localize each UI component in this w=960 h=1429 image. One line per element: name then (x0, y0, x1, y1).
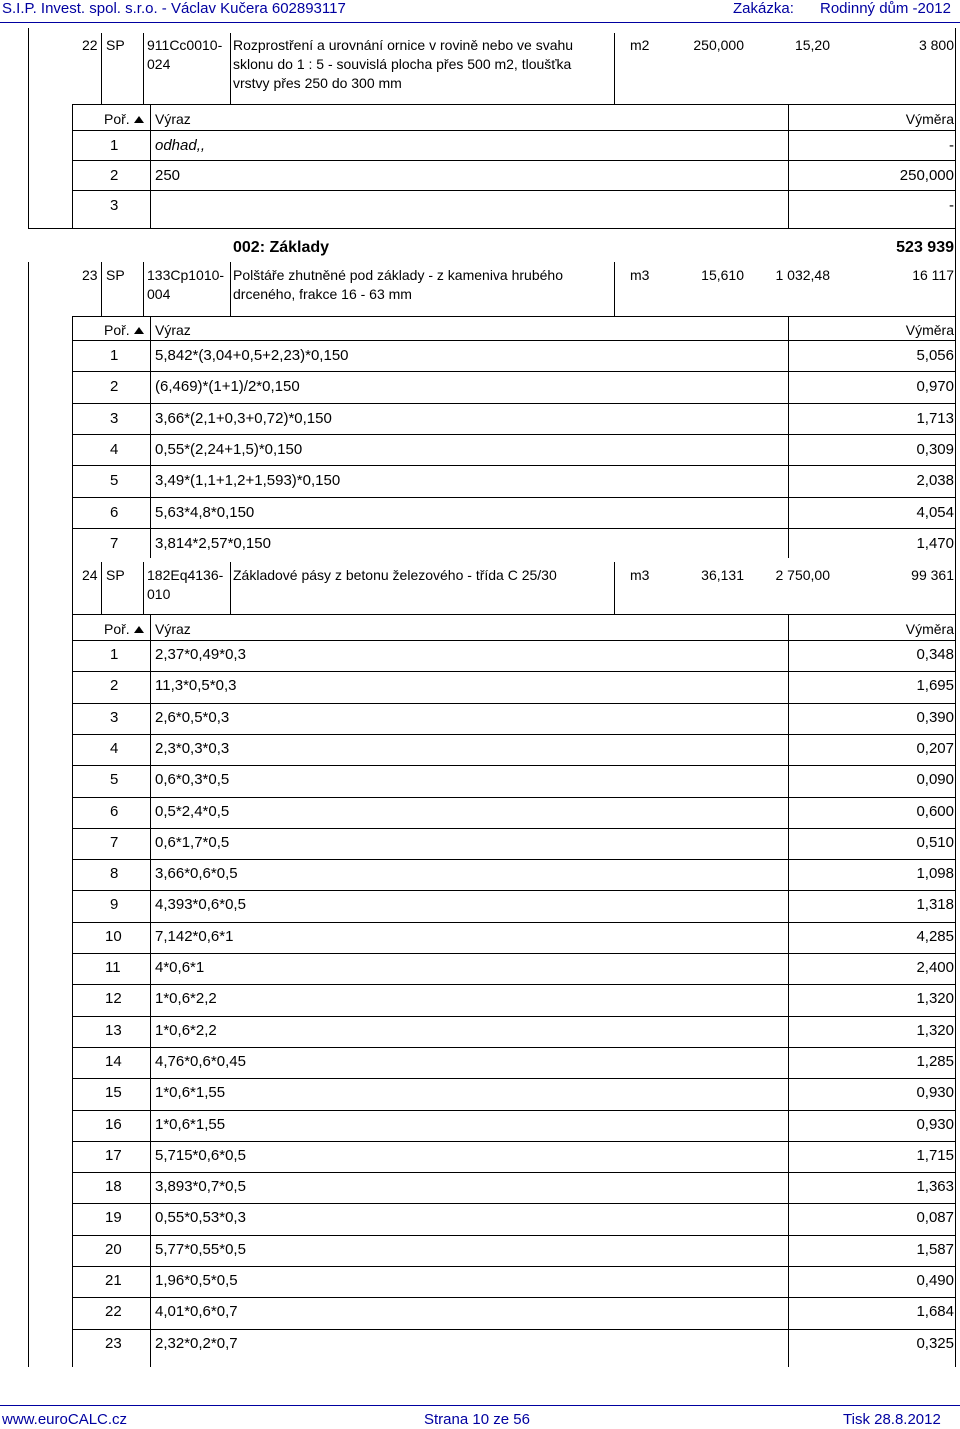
calc-row-num: 9 (110, 896, 119, 914)
row-divider (72, 671, 955, 672)
calc-row-expr: 3,814*2,57*0,150 (155, 534, 271, 552)
item-description: Polštáře zhutněné pod základy - z kameniva hrubého drceného, frakce 16 - 63 mm (233, 267, 563, 302)
calc-row-value: 1,320 (916, 1021, 954, 1039)
calc-row-expr: 5,63*4,8*0,150 (155, 503, 255, 521)
calc-row-expr: 1*0,6*2,2 (155, 1021, 217, 1039)
item-quantity: 250,000 (693, 37, 744, 53)
row-divider (72, 528, 955, 529)
calc-row-num: 1 (110, 347, 119, 364)
row-divider (72, 1078, 955, 1079)
calc-row-expr: 7,142*0,6*1 (155, 927, 234, 945)
company-name: S.I.P. Invest. spol. s.r.o. - Václav Kučera 602893117 (2, 0, 346, 17)
calc-row-value: 0,348 (916, 646, 954, 663)
calc-row-num: 3 (110, 409, 119, 427)
row-divider (72, 1297, 955, 1298)
calc-row-expr: odhad,, (155, 137, 206, 154)
col-header-por[interactable]: Poř. (104, 321, 147, 340)
calc-row-value: 0,510 (916, 833, 954, 851)
calc-row-expr: 4*0,6*1 (155, 959, 205, 976)
item-unit-price: 15,20 (794, 37, 830, 53)
calc-row-value: 1,320 (916, 990, 954, 1008)
calc-row-value: 0,390 (916, 708, 954, 726)
item-description: Rozprostření a urovnání ornice v rovině nebo ve svahu sklonu do 1 : 5 - souvislá plocha přes 500 m2, tloušťka vrstvy přes 250 do 300 mm (233, 37, 574, 91)
item-total: 99 361 (911, 567, 954, 583)
row-divider (72, 434, 955, 435)
calc-row-value: 0,970 (916, 378, 954, 396)
col-header-vymera: Výměra (905, 322, 954, 338)
calc-row-value: 0,490 (916, 1272, 954, 1289)
calc-row-value: 0,309 (916, 440, 954, 458)
calc-row-value: 1,587 (916, 1240, 954, 1258)
calc-row-value: 1,285 (916, 1052, 954, 1070)
calc-row-expr: (6,469)*(1+1)/2*0,150 (155, 378, 300, 396)
calc-row-expr: 1,96*0,5*0,5 (155, 1272, 238, 1289)
calc-row-num: 2 (110, 677, 119, 695)
col-header-por[interactable]: Poř. (104, 110, 147, 129)
calc-row-expr: 5,77*0,55*0,5 (155, 1240, 246, 1258)
frame-line (72, 614, 955, 615)
calc-row-num: 23 (105, 1334, 122, 1352)
calc-row-value: 0,207 (916, 739, 954, 757)
calc-row-value: 2,400 (916, 959, 954, 976)
calc-row-expr: 3,893*0,7*0,5 (155, 1178, 246, 1196)
calc-row-num: 22 (105, 1303, 122, 1321)
footer-site-link[interactable]: www.euroCALC.cz (2, 1411, 128, 1428)
calc-row-expr: 3,66*0,6*0,5 (155, 865, 238, 883)
calc-row-num: 6 (110, 503, 119, 521)
calc-row-expr: 3,49*(1,1+1,2+1,593)*0,150 (155, 472, 341, 490)
sort-asc-icon (134, 116, 144, 123)
calc-row-num: 2 (110, 167, 119, 184)
item-total: 3 800 (918, 37, 954, 53)
col-header-vyraz: Výraz (155, 322, 191, 338)
calc-row-expr: 0,55*(2,24+1,5)*0,150 (155, 440, 303, 458)
row-divider (72, 1047, 955, 1048)
calc-row-expr: 3,66*(2,1+0,3+0,72)*0,150 (155, 409, 332, 427)
section-total: 523 939 (896, 239, 954, 256)
calc-row-value: 2,038 (916, 472, 954, 490)
calc-row-num: 11 (105, 959, 121, 976)
calc-row-num: 2 (110, 378, 119, 396)
row-divider (72, 403, 955, 404)
zakazka-label: Zakázka: (733, 0, 794, 17)
calc-row-expr: 2,37*0,49*0,3 (155, 646, 246, 663)
frame-line (955, 28, 956, 1367)
frame-line (72, 316, 73, 1367)
row-divider (72, 922, 955, 923)
col-header-vymera: Výměra (905, 111, 954, 127)
calc-row-value: 4,285 (916, 927, 954, 945)
calc-row-num: 8 (110, 865, 119, 883)
row-divider (72, 765, 955, 766)
item-unit: m2 (630, 37, 650, 53)
calc-row-expr: 2,6*0,5*0,3 (155, 708, 230, 726)
page-header (0, 0, 960, 22)
calc-row-expr: 5,715*0,6*0,5 (155, 1146, 246, 1164)
header-divider (0, 22, 960, 23)
calc-row-value: 1,470 (916, 534, 954, 552)
calc-row-num: 5 (110, 771, 119, 789)
calc-row-num: 5 (110, 472, 119, 490)
row-divider (72, 1266, 955, 1267)
item-unit-price: 1 032,48 (775, 267, 830, 283)
calc-row-expr: 250 (155, 167, 181, 184)
frame-line (72, 316, 955, 317)
calc-row-expr: 1*0,6*2,2 (155, 990, 217, 1008)
calc-row-num: 15 (105, 1084, 122, 1102)
calc-row-num: 17 (105, 1146, 122, 1164)
frame-line (72, 104, 955, 105)
sort-asc-icon (134, 327, 144, 334)
calc-row-num: 12 (105, 990, 122, 1008)
row-divider (72, 1235, 955, 1236)
col-header-vymera: Výměra (905, 621, 954, 637)
calc-row-num: 6 (110, 802, 119, 820)
calc-row-expr: 11,3*0,5*0,3 (155, 677, 237, 695)
row-divider (72, 734, 955, 735)
calc-row-value: 0,090 (916, 771, 954, 789)
frame-line (28, 28, 29, 228)
row-divider (72, 1016, 955, 1017)
sort-asc-icon (134, 626, 144, 633)
footer-print-date: Tisk 28.8.2012 (843, 1411, 941, 1428)
calc-row-value: - (949, 137, 954, 154)
row-divider (72, 953, 955, 954)
row-divider (72, 340, 955, 341)
calc-row-value: 0,930 (916, 1084, 954, 1102)
calc-row-num: 18 (105, 1178, 122, 1196)
calc-row-num: 3 (110, 708, 119, 726)
item-type: SP (106, 567, 125, 583)
row-divider (72, 465, 955, 466)
calc-row-value: 1,318 (916, 896, 954, 914)
calc-row-expr: 2,3*0,3*0,3 (155, 739, 230, 757)
calc-row-num: 21 (105, 1272, 122, 1289)
calc-row-expr: 1*0,6*1,55 (155, 1115, 226, 1133)
frame-line (28, 262, 29, 1367)
calc-row-value: 4,054 (916, 503, 954, 521)
row-divider (72, 890, 955, 891)
row-divider (72, 1110, 955, 1111)
item-unit: m3 (630, 567, 650, 583)
calc-row-num: 16 (105, 1115, 122, 1133)
calc-row-value: - (949, 197, 954, 214)
calc-row-value: 250,000 (899, 167, 954, 184)
calc-row-value: 0,087 (916, 1209, 954, 1227)
calc-row-expr: 1*0,6*1,55 (155, 1084, 226, 1102)
calc-row-value: 1,098 (916, 865, 954, 883)
frame-line (72, 104, 73, 228)
row-divider (72, 1172, 955, 1173)
calc-row-expr: 0,55*0,53*0,3 (155, 1209, 246, 1227)
calc-row-value: 0,325 (916, 1334, 954, 1352)
row-divider (72, 497, 955, 498)
calc-row-expr: 0,6*1,7*0,5 (155, 833, 230, 851)
item-unit: m3 (630, 267, 650, 283)
calc-row-num: 1 (110, 137, 119, 154)
calc-row-num: 20 (105, 1240, 122, 1258)
calc-row-num: 7 (110, 534, 119, 552)
row-divider (72, 640, 955, 641)
calc-row-value: 1,363 (916, 1178, 954, 1196)
item-number: 23 (82, 267, 98, 283)
footer-divider (0, 1405, 960, 1406)
row-divider (72, 371, 955, 372)
item-quantity: 15,610 (701, 267, 744, 283)
row-divider (72, 1329, 955, 1330)
calc-row-value: 1,695 (916, 677, 954, 695)
col-header-por[interactable]: Poř. (104, 620, 147, 639)
row-divider (72, 797, 955, 798)
item-code: 911Cc0010-024 (147, 37, 223, 72)
calc-row-num: 13 (105, 1021, 122, 1039)
footer-page-number: Strana 10 ze 56 (424, 1411, 530, 1428)
calc-row-num: 3 (110, 197, 119, 214)
calc-row-value: 0,600 (916, 802, 954, 820)
calc-row-num: 14 (105, 1052, 122, 1070)
section-title: 002: Základy (233, 239, 330, 256)
calc-row-num: 4 (110, 440, 119, 458)
item-code: 182Eq4136-010 (147, 567, 224, 602)
row-divider (72, 859, 955, 860)
calc-row-expr: 4,01*0,6*0,7 (155, 1303, 238, 1321)
item-description: Základové pásy z betonu železového - třída C 25/30 (233, 567, 557, 583)
item-number: 22 (82, 37, 98, 53)
item-total: 16 117 (912, 267, 954, 283)
calc-row-value: 1,713 (916, 409, 954, 427)
item-number: 24 (82, 567, 98, 583)
calc-row-num: 1 (110, 646, 119, 663)
row-divider (72, 984, 955, 985)
calc-row-num: 10 (105, 927, 122, 945)
item-code: 133Cp1010-004 (147, 267, 225, 302)
calc-row-expr: 2,32*0,2*0,7 (155, 1334, 238, 1352)
item-type: SP (106, 37, 125, 53)
row-divider (72, 1203, 955, 1204)
calc-row-num: 4 (110, 739, 119, 757)
calc-row-expr: 0,6*0,3*0,5 (155, 771, 230, 789)
zakazka-value: Rodinný dům -2012 (820, 0, 951, 17)
calc-row-num: 7 (110, 833, 119, 851)
item-unit-price: 2 750,00 (775, 567, 830, 583)
calc-row-num: 19 (105, 1209, 122, 1227)
calc-row-expr: 5,842*(3,04+0,5+2,23)*0,150 (155, 347, 349, 364)
calc-row-expr: 4,393*0,6*0,5 (155, 896, 246, 914)
frame-line (28, 228, 955, 229)
row-divider (72, 828, 955, 829)
calc-row-expr: 0,5*2,4*0,5 (155, 802, 230, 820)
row-divider (72, 703, 955, 704)
item-quantity: 36,131 (701, 567, 744, 583)
calc-row-value: 1,715 (916, 1146, 954, 1164)
calc-row-value: 1,684 (916, 1303, 954, 1321)
calc-row-value: 0,930 (916, 1115, 954, 1133)
item-type: SP (106, 267, 125, 283)
col-header-vyraz: Výraz (155, 621, 191, 637)
calc-row-expr: 4,76*0,6*0,45 (155, 1052, 246, 1070)
row-divider (72, 1141, 955, 1142)
calc-row-value: 5,056 (916, 347, 954, 364)
col-header-vyraz: Výraz (155, 111, 191, 127)
